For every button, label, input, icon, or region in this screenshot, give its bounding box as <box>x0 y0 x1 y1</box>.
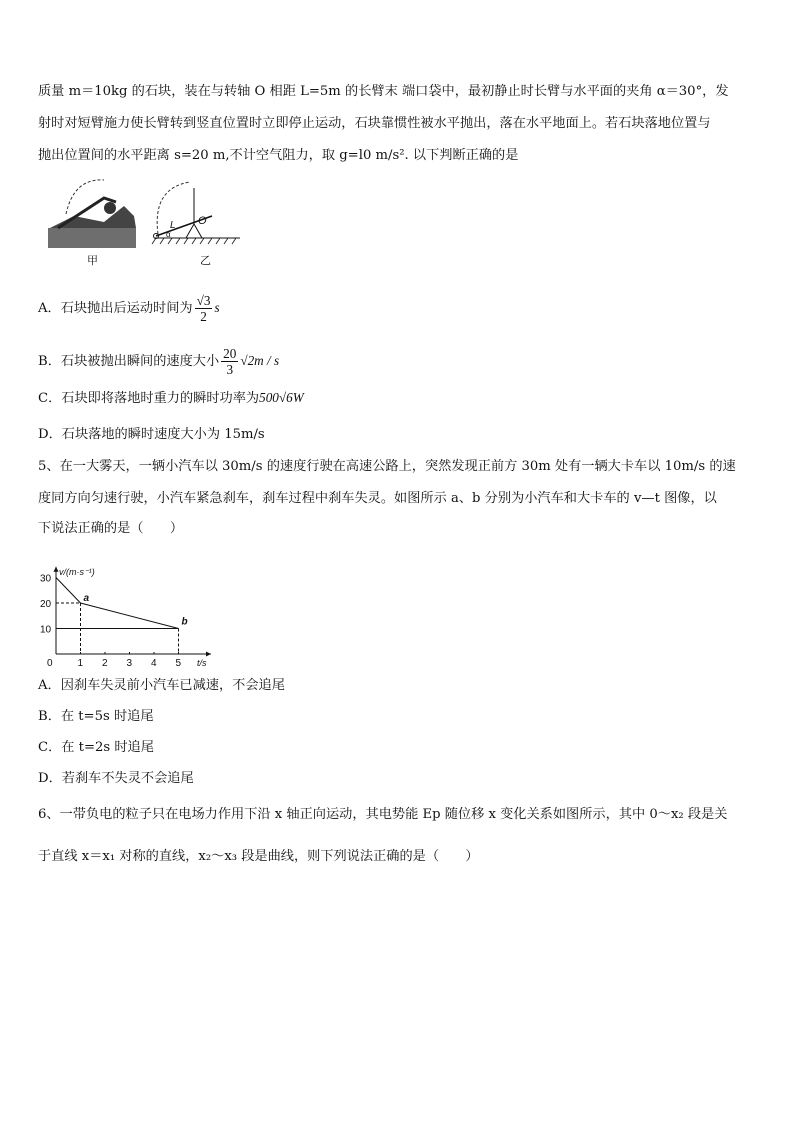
y-tick-label: 30 <box>40 573 52 585</box>
series-line-a <box>56 578 179 629</box>
q5-line-2: 度同方向匀速行驶，小汽车紧急刹车，刹车过程中刹车失灵。如图所示 a、b 分别为小汽车和大卡车的 v—t 图像，以 <box>38 491 717 506</box>
y-tick-label: 10 <box>40 624 52 636</box>
q5-option-c: C．在 t=2s 时追尾 <box>38 740 154 755</box>
series-label-a: a <box>83 593 90 604</box>
x-tick-label: 0 <box>47 658 53 668</box>
q6-line-2: 于直线 x＝x₁ 对称的直线，x₂～x₃ 段是曲线，则下列说法正确的是（ ） <box>38 849 479 864</box>
fig-label-jia: 甲 <box>87 255 98 267</box>
svg-text:L: L <box>170 220 176 231</box>
q5-line-1: 5、在一大雾天，一辆小汽车以 30m/s 的速度行驶在高速公路上，突然发现正前方 30m 处有一辆大卡车以 10m/s 的速 <box>38 459 736 474</box>
svg-text:α: α <box>166 230 171 239</box>
series-label-b: b <box>181 616 188 628</box>
q6-line-1: 6、一带负电的粒子只在电场力作用下沿 x 轴正向运动，其电势能 Ep 随位移 x 变化关系如图所示，其中 0～x₂ 段是关 <box>38 807 728 822</box>
x-axis-label: t/s <box>197 658 207 668</box>
y-axis-arrow <box>54 567 59 572</box>
x-tick-label: 4 <box>151 658 157 668</box>
q4-line-2: 射时对短臂施力使长臂转到竖直位置时立即停止运动，石块靠惯性被水平抛出，落在水平地面上。若石块落地位置与 <box>38 116 711 131</box>
vt-chart <box>38 546 218 668</box>
x-tick-label: 3 <box>126 658 133 668</box>
x-tick-label: 1 <box>77 658 84 668</box>
q5-line-3: 下说法正确的是（ ） <box>38 521 184 536</box>
q5-option-d: D．若刹车不失灵不会追尾 <box>38 771 194 786</box>
q4-option-a: A．石块抛出后运动时间为 $\frac{√3}{2}$ s <box>38 293 220 324</box>
y-axis-label: v/(m·s⁻¹) <box>59 566 95 577</box>
y-tick-label: 20 <box>40 599 52 610</box>
q5-option-b: B．在 t=5s 时追尾 <box>38 709 154 724</box>
q4-option-b: B．石块被抛出瞬间的速度大小 $\frac{20}{3}$ √2m / s <box>38 346 280 377</box>
q4-figure <box>44 176 244 268</box>
q4-line-1: 质量 m＝10kg 的石块，装在与转轴 O 相距 L=5m 的长臂末 端口袋中，最初静止时长臂与水平面的夹角 α＝30°，发 <box>38 84 729 99</box>
q5-option-a: A．因刹车失灵前小汽车已减速，不会追尾 <box>38 678 285 693</box>
x-axis-arrow <box>206 652 211 657</box>
svg-text:O: O <box>198 215 207 227</box>
q4-option-c: C．石块即将落地时重力的瞬时功率为500√6W <box>38 390 304 406</box>
x-tick-label: 2 <box>102 658 108 668</box>
fig-label-yi: 乙 <box>200 255 211 267</box>
q4-line-3: 抛出位置间的水平距离 s=20 m,不计空气阻力，取 g=l0 m/s². 以下判断正确的是 <box>38 148 519 163</box>
x-tick-label: 5 <box>175 658 182 668</box>
q4-option-d: D．石块落地的瞬时速度大小为 15m/s <box>38 427 265 442</box>
